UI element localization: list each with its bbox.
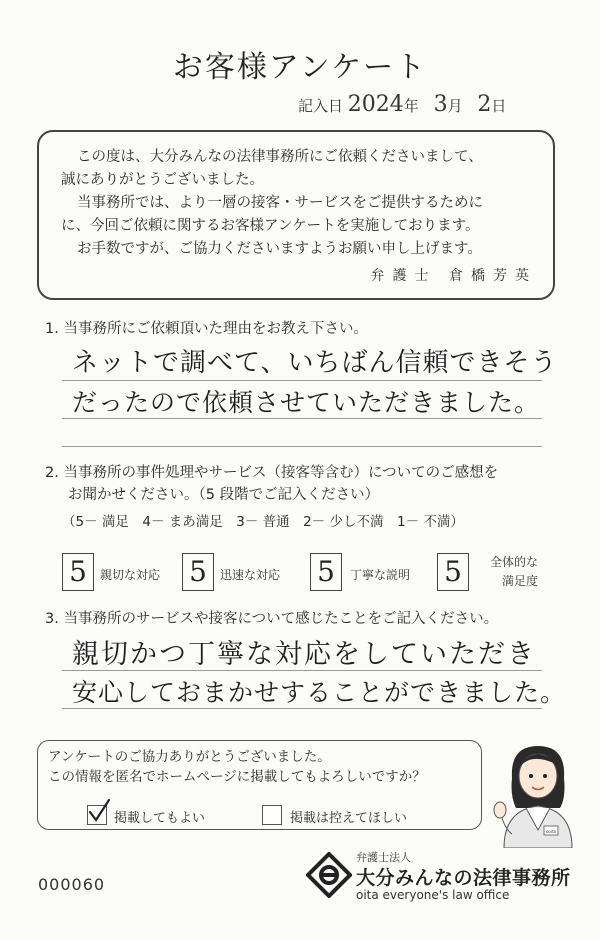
date-month-unit: 月: [447, 97, 463, 115]
date-year: 2024: [347, 92, 404, 117]
question-1: 1. 当事務所にご依頼頂いた理由をお教え下さい。: [45, 321, 368, 337]
name-badge-text: ooita: [545, 829, 557, 834]
answer-1-line-1: ネットで調べて、いちばん信頼できそう: [72, 348, 558, 378]
score-label-overall-line-2: 満足度: [501, 574, 538, 588]
date-day-unit: 日: [491, 97, 507, 115]
date-label: 記入日: [298, 97, 344, 115]
entry-date: [298, 92, 506, 117]
firm-prefix: 弁護士法人: [356, 851, 411, 864]
lawyer-signature: 弁護士 倉橋芳英: [370, 268, 537, 284]
answer-3-line-1: 親切かつ丁寧な対応をしていただき: [72, 639, 536, 670]
firm-name: 大分みんなの法律事務所: [356, 867, 571, 889]
firm-name-english: oita everyone's law office: [356, 888, 510, 902]
serial-number: 000060: [38, 875, 106, 894]
score-label-speed: 迅速な対応: [220, 568, 281, 582]
intro-line: この度は、大分みんなの法律事務所にご依頼くださいまして、: [77, 149, 483, 165]
score-label-kindness: 親切な対応: [100, 568, 161, 582]
question-2-line-2: お聞かせください。（5 段階でご記入ください）: [68, 487, 380, 503]
checkmark-icon: [86, 798, 112, 824]
consent-no-checkbox[interactable]: [262, 805, 282, 825]
question-3: 3. 当事務所のサービスや接客について感じたことをご記入ください。: [45, 611, 499, 627]
answer-1-line-2: だったので依頼させていただきました。: [72, 388, 541, 417]
answer-rule: [62, 446, 542, 447]
date-day: 2: [477, 92, 492, 117]
consent-thanks: アンケートのご協力ありがとうございました。: [48, 749, 331, 765]
intro-line: に、今回ご依頼に関するお客様アンケートを実施しております。: [61, 218, 480, 234]
survey-title: お客様アンケート: [172, 50, 428, 85]
date-month: 3: [433, 92, 448, 117]
rating-scale: （5－ 満足 4－ まあ満足 3－ 普通 2－ 少し不満 1－ 不満）: [62, 514, 464, 530]
score-box-speed: 5: [182, 553, 214, 591]
question-2-line-1: 2. 当事務所の事件処理やサービス（接客等含む）についてのご感想を: [45, 465, 499, 481]
score-box-overall: 5: [437, 553, 469, 591]
answer-rule: [62, 418, 542, 419]
intro-line: 当事務所では、より一層の接客・サービスをご提供するために: [77, 195, 483, 211]
staff-mascot-illustration: [490, 738, 590, 848]
consent-question: この情報を匿名でホームページに掲載してもよろしいですか？: [48, 769, 426, 785]
intro-line: お手数ですが、ご協力くださいますようお願い申し上げます。: [77, 241, 482, 257]
score-label-overall-line-1: 全体的な: [489, 555, 538, 569]
answer-rule: [62, 670, 542, 671]
score-label-explanation: 丁寧な説明: [350, 568, 411, 582]
firm-logo-icon: [306, 852, 352, 898]
score-box-kindness: 5: [62, 553, 94, 591]
intro-message-box: [37, 130, 555, 300]
answer-rule: [62, 708, 542, 709]
consent-no-label: 掲載は控えてほしい: [290, 811, 408, 826]
consent-yes-label: 掲載してもよい: [114, 811, 206, 826]
score-box-explanation: 5: [310, 553, 342, 591]
consent-yes-checkbox[interactable]: [87, 805, 107, 825]
intro-line: 誠にありがとうございました。: [61, 172, 264, 188]
answer-3-line-2: 安心しておまかせすることができました。: [72, 678, 567, 707]
answer-rule: [62, 380, 542, 381]
date-year-unit: 年: [403, 97, 419, 115]
